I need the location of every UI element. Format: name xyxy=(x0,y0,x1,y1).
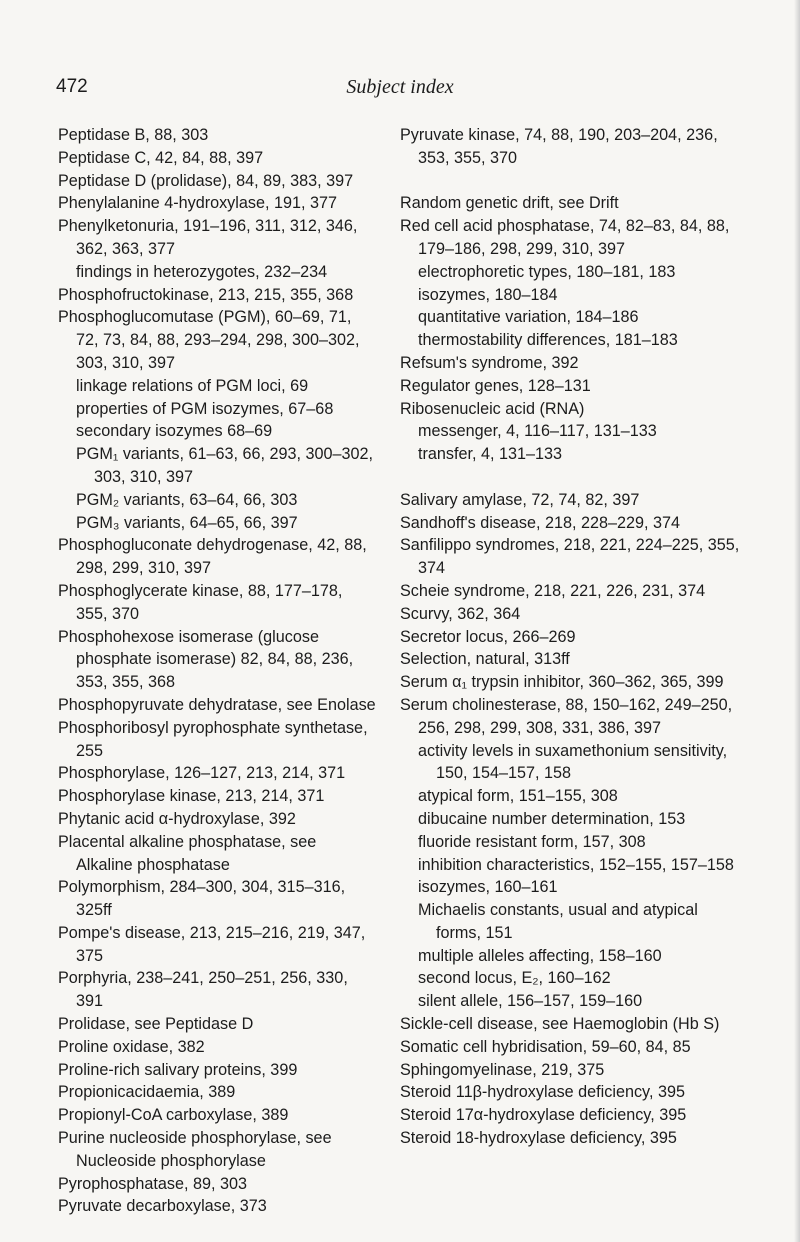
index-entry: Steroid 11β-hydroxylase deficiency, 395 xyxy=(400,1083,685,1102)
index-entry: Phenylalanine 4-hydroxylase, 191, 377 xyxy=(58,194,337,213)
index-entry: Peptidase C, 42, 84, 88, 397 xyxy=(58,148,264,167)
index-subentry: messenger, 4, 116–117, 131–133 xyxy=(418,422,657,441)
index-subentry: isozymes, 160–161 xyxy=(418,878,558,897)
index-entry: Steroid 17α-hydroxylase deficiency, 395 xyxy=(400,1106,687,1125)
index-entry: Serum cholinesterase, 88, 150–162, 249–250, 256, 298, 299, 308, 331, 386, 397 xyxy=(400,695,733,737)
section-gap xyxy=(400,170,740,193)
index-entry: Phenylketonuria, 191–196, 311, 312, 346, 362, 363, 377 xyxy=(58,217,358,258)
index-entry: Phosphopyruvate dehydratase, see Enolase xyxy=(58,695,376,714)
index-column-left xyxy=(58,124,376,1218)
index-subentry: Michaelis constants, usual and atypical forms, 151 xyxy=(418,901,698,942)
index-subentry: electrophoretic types, 180–181, 183 xyxy=(418,262,676,281)
section-gap xyxy=(400,466,740,489)
index-entry: Phosphorylase, 126–127, 213, 214, 371 xyxy=(58,764,346,783)
index-subentry: thermostability differences, 181–183 xyxy=(418,331,678,350)
index-subentry: findings in heterozygotes, 232–234 xyxy=(76,262,328,281)
index-entry: Proline-rich salivary proteins, 399 xyxy=(58,1060,298,1079)
index-subentry: multiple alleles affecting, 158–160 xyxy=(418,946,662,965)
index-entry: Phosphorylase kinase, 213, 214, 371 xyxy=(58,787,325,806)
index-subentry: secondary isozymes 68–69 xyxy=(76,422,273,441)
index-entry: Serum α₁ trypsin inhibitor, 360–362, 365, 399 xyxy=(400,673,724,692)
index-entry: Pyrophosphatase, 89, 303 xyxy=(58,1174,247,1193)
index-entry: Phosphoglucomutase (PGM), 60–69, 71, 72, 73, 84, 88, 293–294, 298, 300–302, 303, 310, 397 xyxy=(58,308,360,372)
index-entry: Pyruvate kinase, 74, 88, 190, 203–204, 236, 353, 355, 370 xyxy=(400,126,718,167)
index-entry: Sickle-cell disease, see Haemoglobin (Hb S) xyxy=(400,1015,720,1034)
index-entry: Salivary amylase, 72, 74, 82, 397 xyxy=(400,490,640,509)
index-entry: Scurvy, 362, 364 xyxy=(400,604,521,623)
index-entry: Propionicacidaemia, 389 xyxy=(58,1083,236,1102)
index-entry: Phosphoglycerate kinase, 88, 177–178, 355, 370 xyxy=(58,581,343,623)
index-subentry: PGM₃ variants, 64–65, 66, 397 xyxy=(76,513,298,532)
page-number: 472 xyxy=(56,76,88,97)
index-column-right xyxy=(400,124,740,1150)
index-entry: Steroid 18-hydroxylase deficiency, 395 xyxy=(400,1129,677,1148)
index-subentry: PGM₁ variants, 61–63, 66, 293, 300–302, 303, 310, 397 xyxy=(76,445,374,486)
index-entry: Phosphohexose isomerase (glucose phosphate isomerase) 82, 84, 88, 236, 353, 355, 368 xyxy=(58,627,354,692)
index-entry: Purine nucleoside phosphorylase, see Nucleoside phosphorylase xyxy=(58,1129,332,1170)
index-subentry: dibucaine number determination, 153 xyxy=(418,809,686,828)
index-entry: Porphyria, 238–241, 250–251, 256, 330, 391 xyxy=(58,969,348,1011)
page-header xyxy=(0,76,800,106)
index-entry: Ribosenucleic acid (RNA) xyxy=(400,399,585,418)
index-entry: Pyruvate decarboxylase, 373 xyxy=(58,1197,267,1216)
index-subentry: silent allele, 156–157, 159–160 xyxy=(418,992,643,1011)
index-subentry: properties of PGM isozymes, 67–68 xyxy=(76,399,334,418)
index-entry: Propionyl-CoA carboxylase, 389 xyxy=(58,1106,289,1125)
index-subentry: isozymes, 180–184 xyxy=(418,285,558,304)
index-entry: Sandhoff's disease, 218, 228–229, 374 xyxy=(400,513,681,532)
index-entry: Phosphofructokinase, 213, 215, 355, 368 xyxy=(58,285,354,304)
index-entry: Prolidase, see Peptidase D xyxy=(58,1015,254,1034)
index-entry: Phosphoribosyl pyrophosphate synthetase, 255 xyxy=(58,718,368,760)
index-subentry: atypical form, 151–155, 308 xyxy=(418,787,618,806)
index-entry: Phosphogluconate dehydrogenase, 42, 88, 298, 299, 310, 397 xyxy=(58,536,367,578)
index-entry: Selection, natural, 313ff xyxy=(400,650,570,669)
index-entry: Peptidase B, 88, 303 xyxy=(58,126,209,144)
index-entry: Random genetic drift, see Drift xyxy=(400,194,619,213)
index-entry: Red cell acid phosphatase, 74, 82–83, 84, 88, 179–186, 298, 299, 310, 397 xyxy=(400,217,730,258)
running-head: Subject index xyxy=(346,76,454,98)
index-entry: Peptidase D (prolidase), 84, 89, 383, 397 xyxy=(58,171,354,190)
index-entry: Somatic cell hybridisation, 59–60, 84, 85 xyxy=(400,1037,691,1056)
index-entry: Pompe's disease, 213, 215–216, 219, 347, 375 xyxy=(58,923,366,965)
index-entry: Regulator genes, 128–131 xyxy=(400,376,591,395)
index-subentry: transfer, 4, 131–133 xyxy=(418,445,562,464)
index-entry: Placental alkaline phosphatase, see Alkaline phosphatase xyxy=(58,832,317,874)
index-entry: Proline oxidase, 382 xyxy=(58,1037,205,1056)
index-subentry: PGM₂ variants, 63–64, 66, 303 xyxy=(76,490,298,509)
index-entry: Polymorphism, 284–300, 304, 315–316, 325ff xyxy=(58,878,346,920)
page-edge-shadow xyxy=(794,0,800,1242)
index-subentry: quantitative variation, 184–186 xyxy=(418,308,639,327)
index-entry: Refsum's syndrome, 392 xyxy=(400,353,579,372)
index-subentry: fluoride resistant form, 157, 308 xyxy=(418,832,646,851)
index-entry: Scheie syndrome, 218, 221, 226, 231, 374 xyxy=(400,581,706,600)
index-subentry: activity levels in suxamethonium sensitivity, 150, 154–157, 158 xyxy=(418,741,728,783)
index-subentry: second locus, E₂, 160–162 xyxy=(418,969,611,988)
index-entry: Sphingomyelinase, 219, 375 xyxy=(400,1060,605,1079)
index-entry: Phytanic acid α-hydroxylase, 392 xyxy=(58,809,296,828)
index-entry: Secretor locus, 266–269 xyxy=(400,627,576,646)
index-subentry: inhibition characteristics, 152–155, 157–158 xyxy=(418,855,734,874)
index-entry: Sanfilippo syndromes, 218, 221, 224–225, 355, 374 xyxy=(400,536,740,578)
index-subentry: linkage relations of PGM loci, 69 xyxy=(76,376,309,395)
